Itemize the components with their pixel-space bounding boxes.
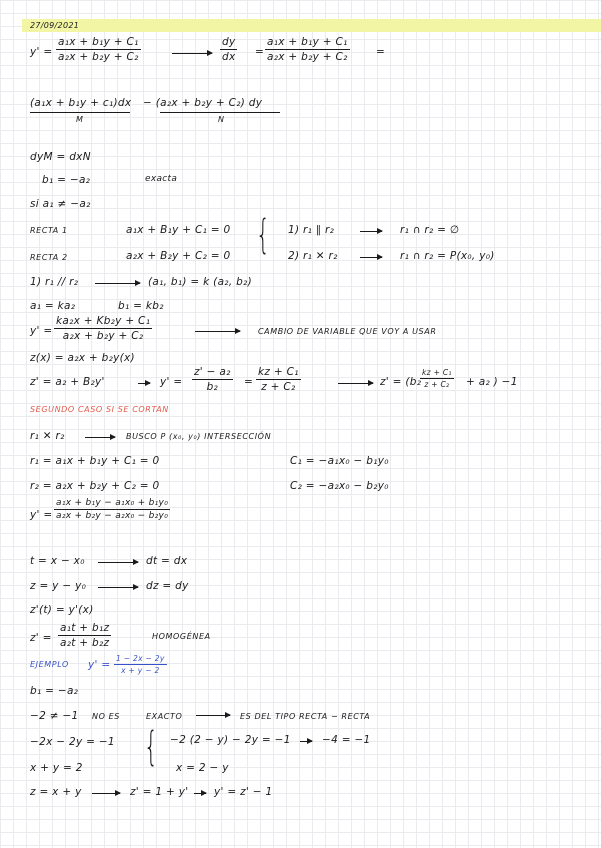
case2-a: 2) r₁ ✕ r₂ (288, 250, 338, 262)
line12-fraction-2 (256, 366, 301, 393)
line15-b: C₁ = −a₁x₀ − b₁y₀ (290, 455, 389, 467)
brace-2: { (144, 724, 158, 770)
line14-b: BUSCO P (x₀, y₀) INTERSECCIÓN (126, 432, 272, 441)
line17-den: a₂x + b₂y − a₂x₀ − b₂y₀ (56, 511, 169, 521)
line1-f2-den: dx (222, 51, 236, 63)
example-fraction (114, 654, 167, 675)
line12-f1-den: b₂ (206, 381, 219, 393)
line16-b: C₂ = −a₂x₀ − b₂y₀ (290, 480, 389, 492)
line12-fraction-1 (192, 366, 233, 393)
line24-a: −2 ≠ −1 (30, 710, 79, 722)
line25-b: −2 (2 − y) − 2y = −1 (170, 734, 291, 746)
label-N: N (218, 115, 225, 124)
arrow-14 (194, 793, 206, 794)
line26-b: x = 2 − y (176, 762, 229, 774)
line2-N-term: − (a₂x + b₂y + C₂) dy (143, 97, 263, 109)
line1-f2-num: dy (222, 36, 236, 48)
line9-a: a₁ = ka₂ (30, 300, 76, 312)
line15-a: r₁ = a₁x + b₁y + C₁ = 0 (30, 455, 160, 467)
line18-a: t = x − x₀ (30, 555, 85, 567)
arrow-7 (338, 383, 373, 384)
line1-f1-den: a₂x + b₂y + C₂ (58, 51, 139, 63)
line17-fraction (54, 498, 170, 521)
line10-text: CAMBIO DE VARIABLE QUE VOY A USAR (258, 327, 437, 336)
arrow-12 (300, 741, 312, 742)
line24-b: NO ES (92, 712, 120, 721)
line1-fraction-3 (265, 36, 350, 63)
line10-lhs: y' = (30, 325, 53, 337)
line12-fraction-3 (420, 368, 454, 389)
arrow-11 (196, 715, 230, 716)
line10-num: ka₂x + Kb₂y + C₁ (56, 315, 151, 327)
line14-a: r₁ ✕ r₂ (30, 430, 65, 442)
underline-M (30, 112, 130, 113)
line12-c-post: + a₂ ) −1 (466, 376, 518, 388)
line9-b: b₁ = kb₂ (118, 300, 164, 312)
line27-c: y' = z' − 1 (214, 786, 273, 798)
line25-a: −2x − 2y = −1 (30, 736, 115, 748)
line4-b: exacta (145, 174, 178, 184)
recta1-eq: a₁x + B₁y + C₁ = 0 (126, 224, 231, 236)
line21-fraction (58, 622, 111, 649)
line1-f3-num: a₁x + b₁y + C₁ (267, 36, 348, 48)
line27-b: z' = 1 + y' (130, 786, 189, 798)
case2-b: r₁ ∩ r₂ = P(x₀, y₀) (400, 250, 495, 262)
line19-a: z = y − y₀ (30, 580, 87, 592)
line2-M-term: (a₁x + b₁y + c₁)dx (30, 97, 132, 109)
case1-a: 1) r₁ ∥ r₂ (288, 224, 335, 236)
line23: b₁ = −a₂ (30, 685, 79, 697)
section-heading-red: SEGUNDO CASO SI SE CORTAN (30, 405, 169, 414)
arrow-2 (360, 231, 382, 232)
line26-a: x + y = 2 (30, 762, 83, 774)
arrow-6 (138, 383, 150, 384)
line12-f3-den: z + C₂ (424, 380, 450, 389)
line1-fraction-2 (220, 36, 237, 63)
arrow-9 (98, 562, 138, 563)
example-den: x + y − 2 (121, 666, 160, 675)
line21-text: HOMOGÉNEA (152, 632, 211, 641)
underline-N (160, 112, 280, 113)
line27-a: z = x + y (30, 786, 82, 798)
line3: dyM = dxN (30, 151, 91, 163)
example-num: 1 − 2x − 2y (116, 654, 165, 663)
line16-a: r₂ = a₂x + b₂y + C₂ = 0 (30, 480, 160, 492)
arrow-13 (92, 793, 120, 794)
brace-1: { (256, 212, 270, 258)
arrow-1 (172, 53, 212, 54)
recta2-label: RECTA 2 (30, 253, 68, 262)
line8-a: 1) r₁ // r₂ (30, 276, 79, 288)
example-label: EJEMPLO (30, 660, 69, 669)
date-highlight (22, 19, 601, 32)
line10-fraction (54, 315, 152, 342)
line12-eq: = (244, 376, 254, 388)
arrow-8 (85, 437, 115, 438)
label-M: M (76, 115, 84, 124)
line11: z(x) = a₂x + b₂y(x) (30, 352, 135, 364)
line12-f2-num: kz + C₁ (258, 366, 299, 378)
line10-den: a₂x + b₂y + C₂ (62, 330, 144, 342)
line12-f2-den: z + C₂ (261, 381, 296, 393)
line1-eq: = (255, 46, 265, 58)
line5: si a₁ ≠ −a₂ (30, 198, 91, 210)
line4-a: b₁ = −a₂ (42, 174, 91, 186)
line1-f3-den: a₂x + b₂y + C₂ (267, 51, 348, 63)
line24-d: ES DEL TIPO RECTA − RECTA (240, 712, 371, 721)
line12-f1-num: z' − a₂ (194, 366, 231, 378)
recta2-eq: a₂x + B₂y + C₂ = 0 (126, 250, 231, 262)
arrow-5 (195, 331, 240, 332)
line19-b: dz = dy (146, 580, 189, 592)
line24-c: EXACTO (146, 712, 183, 721)
line20: z'(t) = y'(x) (30, 604, 94, 616)
line25-c: −4 = −1 (322, 734, 371, 746)
line8-b: (a₁, b₁) = k (a₂, b₂) (148, 276, 252, 288)
line21-lhs: z' = (30, 632, 52, 644)
line1-f1-num: a₁x + b₁y + C₁ (58, 36, 139, 48)
line1-end: = (376, 46, 386, 58)
note-date: 27/09/2021 (30, 21, 80, 30)
arrow-4 (95, 283, 140, 284)
line21-den: a₂t + b₂z (60, 637, 110, 649)
line1-fraction-1 (56, 36, 141, 63)
line18-b: dt = dx (146, 555, 188, 567)
line17-num: a₁x + b₁y − a₁x₀ + b₁y₀ (56, 498, 169, 508)
line12-a: z' = a₂ + B₂y' (30, 376, 105, 388)
line12-c-pre: z' = (b₂ (380, 376, 422, 388)
line1-lhs: y' = (30, 46, 53, 58)
arrow-10 (98, 587, 138, 588)
line12-b: y' = (160, 376, 183, 388)
arrow-3 (360, 257, 382, 258)
recta1-label: RECTA 1 (30, 226, 68, 235)
line21-num: a₁t + b₁z (60, 622, 110, 634)
example-lhs: y' = (88, 659, 111, 671)
line12-f3-num: kz + C₁ (422, 368, 452, 377)
line17-lhs: y' = (30, 509, 53, 521)
case1-b: r₁ ∩ r₂ = ∅ (400, 224, 460, 236)
